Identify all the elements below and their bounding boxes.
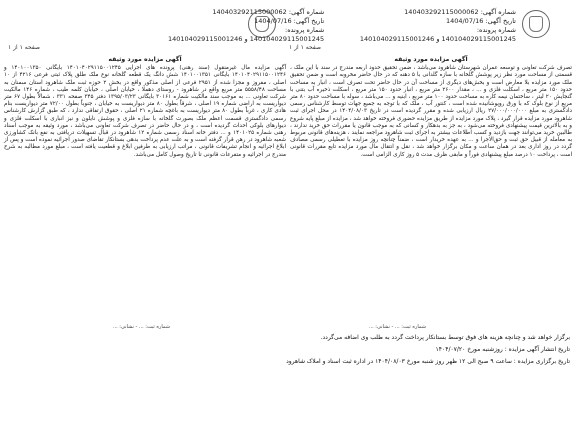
meta-right [360,8,516,44]
notice-title: آگهی مزایده مورد وثیقه [108,56,182,63]
meta-line: 140104029115001245 و 140104029115001246 [359,35,516,43]
meta-left [168,8,324,44]
meta-line: تاریخ آگهی: 1404/07/16 [254,17,325,25]
page-number: صفحه ۱ از ۱ [8,44,40,51]
meta-line: شماره آگهی: 140403292115000062 [212,8,325,16]
notice-body: تصرف شرکت تعاونی و توسعه عمران شهرستان شاهرود می‌باشد ، ضمن تحقیق حدود اربعه مندرج در سند با این ملک ، قسمتی از مساحت مورد نظر زیر پوشش گلخانه با سازه گلدانی با ۵ دهنه که در حال حاضر مخروبه است و ضمن تحقیق ملک مورد مزایده بلا معارض است و بخش‌های دیگری از مساحت آن در حال حاضر تحت تصرف است ، انبار به مساحت حدود ۱۵۰ متر مربع ، اسکلت فلزی و ... ، مقدار ۲۶۰۰ متر مربع ، انبار حدود ۱۵۰ متر مربع ، اسکلت ذخیره آب بتنی با گنجایش ۲۰ لیتر ، ساختمان نیمه کاره به مساحت حدود ۱۰۰ متر مربع ، ابنیه و ... می‌باشد ، سوله با مساحت حدود ۸۰ متر مربع از نوع بلوک که با ورق روپوشانیده شده است ، کنتور آب ، ملک که با توجه به جمیع جهات توسط کارشناس رسمی دادگستری به مبلغ ۲۷/۰۰۰/۰۰۰/۰۰۰ ریال ارزیابی شده و مقرر گردیده است در تاریخ ۱۴۰۴/۰۸/۰۳ در محل اجرای ثبت شاهرود مورد مزایده قرار گیرد ، پلاک مورد مزایده از طریق مزایده حضوری فروخته خواهد شد ، مزایده از مبلغ پایه شروع و به بالاترین قیمت پیشنهادی فروخته می‌شود ، به جز به بدهکار و کسانی که به موجب قانون یا مقررات حق خرید ندارند ، طالبین خرید می‌توانند جهت بازدید و کسب اطلاعات بیشتر به اجرای ثبت شاهرود مراجعه نمایند ، هزینه‌های قانونی مربوط به معامله از قبیل حق ثبت و حق‌الاجرا و ... به عهده خریدار است ، ضمناً چنانچه روز مزایده با تعطیلی رسمی مصادف گردد در روز اداری بعد در همان ساعت و مکان برگزار خواهد شد ، نقل و انتقال مال مورد مزایده تابع مقررات قانونی است ، پرداخت ۱۰ درصد مبلغ پیشنهادی فوراً و مابقی ظرف مدت ۵ روز کاری الزامی است. [290,65,572,158]
meta-line: تاریخ آگهی: 1404/07/16 [445,17,516,25]
meta-line: 140104029115001245 و 140104029115001246 [168,35,325,43]
publication-date: تاریخ انتشار آگهی مزایده : روزشنبه مورخ ۱۴۰۴/۰۷/۲۰ [435,346,570,353]
footer-note: شماره ثبت: ... - نشانی: ... [368,324,426,330]
left-column [4,56,286,161]
bottom-text [6,333,570,369]
right-column [290,56,572,161]
notice-body: آگهی مزایده مال غیرمنقول (سند رهنی) پرونده های اجرایی ۱۴۰۱۰۴۰۲۹۱۱۵۰۰۱۲۴۵ بایگانی ۱۴۰۱۰۰۱۳۵۰ و ۱۴۰۱۰۴۰۲۹۱۱۵۰۰۱۲۴۶ بایگانی ۱۴۰۱۰۰۱۳۵۱ شش دانگ یک قطعه گلخانه نوع ملک طلق پلاک ثبتی فرعی ۴۲۱۶ از ۱۰ اصلی ، مفروز و مجزا شده از ۲۹۵۱ فرعی از اصلی مذکور واقع در بخش ۲ حوزه ثبت ملک شاهرود استان سمنان به مساحت ۵۵۵۸/۴۸ متر مربع واقع در شاهرود - روستای دهملا ، خیابان اصلی ، خیابان کلمه طیب ، شماره ۱۴۶ مالکیت شرکت تعاونی ... به موجب سند مالکیت شماره ۳۰۱۶۱ بایگانی ۱۳۹۵/۰۳/۲۳ دفتر ۳۴۵ صفحه ۳۳۱ ، شمالاً بطول ۶۷ متر دیواریست به اراضی شماره ۱۹ اصلی ، شرقاً بطول ۸۰ متر دیواریست به خیابان ، جنوباً بطول ۷۲/۰۰ متر دیواریست بنام هادی کاری ، غرباً بطول ۸۰ متر دیواریست به باغچه شماره ۲۱ اصلی ، حقوق ارتفاقی ندارد ، که طبق گزارش کارشناس رسمی دادگستری قسمت اعظم ملک بصورت گلخانه با سازه فلزی و پوشش نایلون و نیز انباری با اسکلت فلزی و دیوارهای بلوکی احداث گردیده است ، و در حال حاضر در تصرف شرکت تعاونی می‌باشد ، مورد وثیقه به موجب اسناد رهنی شماره ۱۴۰۱۰۲۵ و ... دفتر خانه اسناد رسمی شماره ۱۲ شاهرود در قبال تسهیلات دریافتی به نفع بانک کشاورزی شعبه شاهرود در رهن قرار گرفته است و به علت عدم پرداخت بدهی بستانکار تقاضای صدور اجرائیه نموده است و پس از ابلاغ اجرائیه و انجام تشریفات قانونی ، مراتب ارزیابی به طرفین ابلاغ و قطعیت یافته است ، مبلغ مورد مطالبه به شرح مندرج در اجرائیه و متفرعات قانونی تا تاریخ وصول کامل می‌باشد. [4,65,287,158]
meta-line: شماره پرونده: [476,26,516,34]
page-number: صفحه ۱ از ۱ [289,44,321,51]
meta-line: شماره آگهی: 140403292115000062 [404,8,516,16]
auction-date: تاریخ برگزاری مزایده : ساعت ۹ صبح الی ۱۲ ظهر روز شنبه مورخ ۱۴۰۴/۰۸/۰۳ در اداره ثبت اسناد و املاک شاهرود [286,358,570,365]
header [0,4,576,54]
notice-title: آگهی مزایده مورد وثیقه [394,56,468,63]
bottom-line: برگزار خواهد شد و چنانچه هزینه های فوق توسط بستانکار پرداخت گردد به طلب وی اضافه می‌گردد. [320,334,570,341]
meta-line: شماره پرونده: [285,26,325,34]
emblem-icon [522,10,550,38]
footer-note: شماره ثبت: ... - نشانی: ... [112,324,170,330]
